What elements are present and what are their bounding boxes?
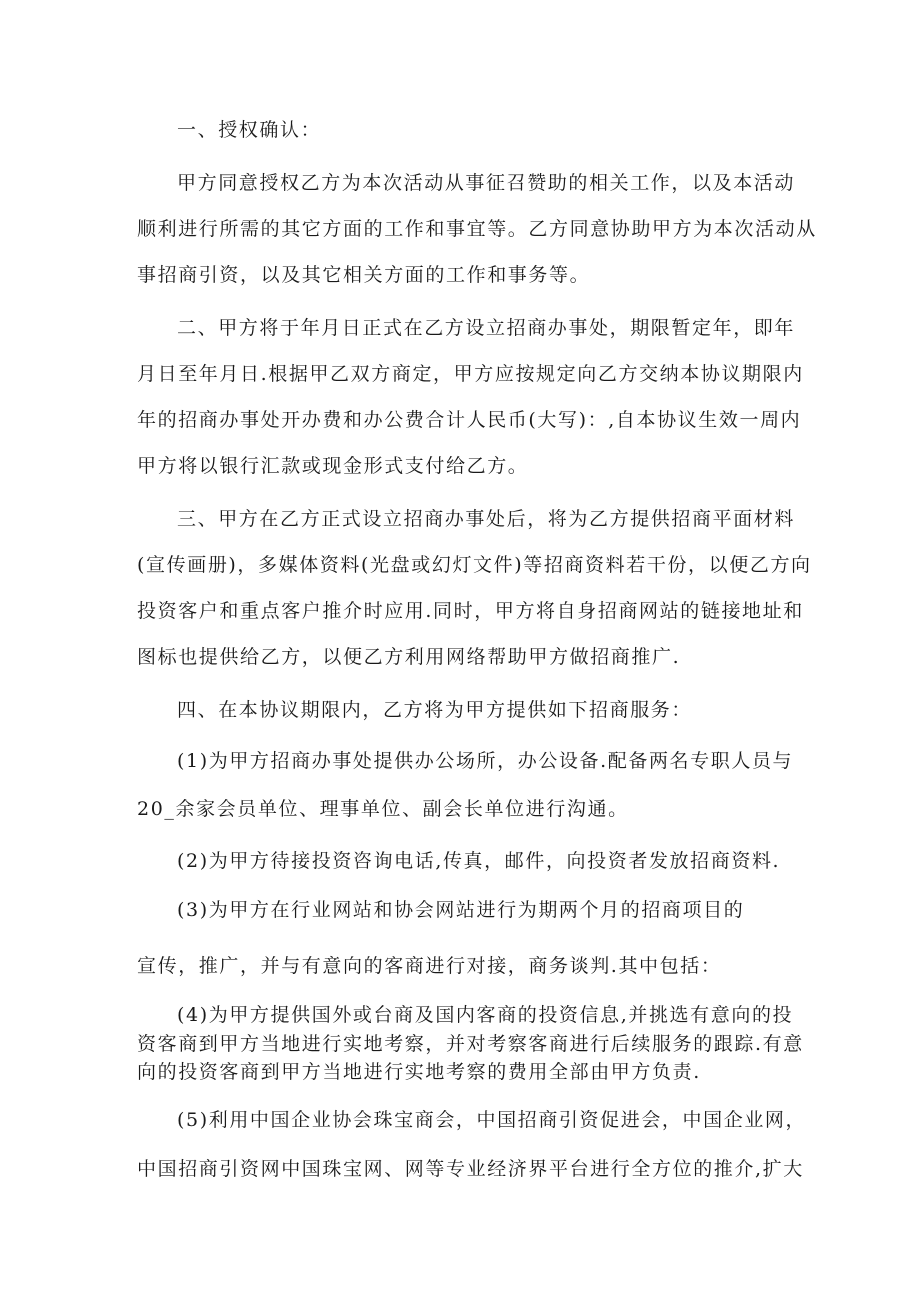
item-4-line-2: 资客商到甲方当地进行实地考察，并对考察客商进行后续服务的跟踪.有意 — [137, 1033, 804, 1055]
section-4-heading: 四、在本协议期限内，乙方将为甲方提供如下招商服务： — [177, 699, 693, 721]
section-2-line-3: 年的招商办事处开办费和办公费合计人民币(大写)：,自本协议生效一周内 — [137, 409, 802, 431]
paragraph-1-line-1: 甲方同意授权乙方为本次活动从事征召赞助的相关工作，以及本活动 — [177, 172, 796, 194]
item-5-line-2: 中国招商引资网中国珠宝网、网等专业经济界平台进行全方位的推介,扩大 — [137, 1158, 804, 1180]
item-3-line-1: (3)为甲方在行业网站和协会网站进行为期两个月的招商项目的 — [177, 899, 745, 921]
section-3-line-4: 图标也提供给乙方，以便乙方利用网络帮助甲方做招商推广. — [137, 646, 681, 668]
section-3-line-1: 三、甲方在乙方正式设立招商办事处后，将为乙方提供招商平面材料 — [177, 508, 796, 530]
item-2-line-1: (2)为甲方待接投资咨询电话,传真，邮件，向投资者发放招商资料. — [177, 850, 781, 872]
item-1-line-2: 20_余家会员单位、理事单位、副会长单位进行沟通。 — [137, 798, 629, 820]
paragraph-1-line-2: 顺利进行所需的其它方面的工作和事宜等。乙方同意协助甲方为本次活动从 — [137, 218, 817, 240]
item-5-line-1: (5)利用中国企业协会珠宝商会，中国招商引资促进会，中国企业网， — [177, 1109, 807, 1131]
section-2-line-4: 甲方将以银行汇款或现金形式支付给乙方。 — [137, 455, 529, 477]
paragraph-1-line-3: 事招商引资，以及其它相关方面的工作和事务等。 — [137, 264, 591, 286]
section-2-line-2: 月日至年月日.根据甲乙双方商定，甲方应按规定向乙方交纳本协议期限内 — [137, 363, 804, 385]
section-2-line-1: 二、甲方将于年月日正式在乙方设立招商办事处，期限暂定年，即年 — [177, 317, 796, 339]
section-3-line-3: 投资客户和重点客户推介时应用.同时，甲方将自身招商网站的链接地址和 — [137, 600, 804, 622]
section-1-heading: 一、授权确认： — [177, 119, 322, 141]
section-3-line-2: (宣传画册)，多媒体资料(光盘或幻灯文件)等招商资料若干份，以便乙方向 — [137, 554, 812, 576]
item-4-line-3: 向的投资客商到甲方当地进行实地考察的费用全部由甲方负责. — [137, 1061, 701, 1083]
item-3-line-2: 宣传，推广，并与有意向的客商进行对接，商务谈判.其中包括： — [137, 955, 722, 977]
item-1-line-1: (1)为甲方招商办事处提供办公场所，办公设备.配备两名专职人员与 — [177, 750, 794, 772]
item-4-line-1: (4)为甲方提供国外或台商及国内客商的投资信息,并挑选有意向的投 — [177, 1004, 794, 1026]
